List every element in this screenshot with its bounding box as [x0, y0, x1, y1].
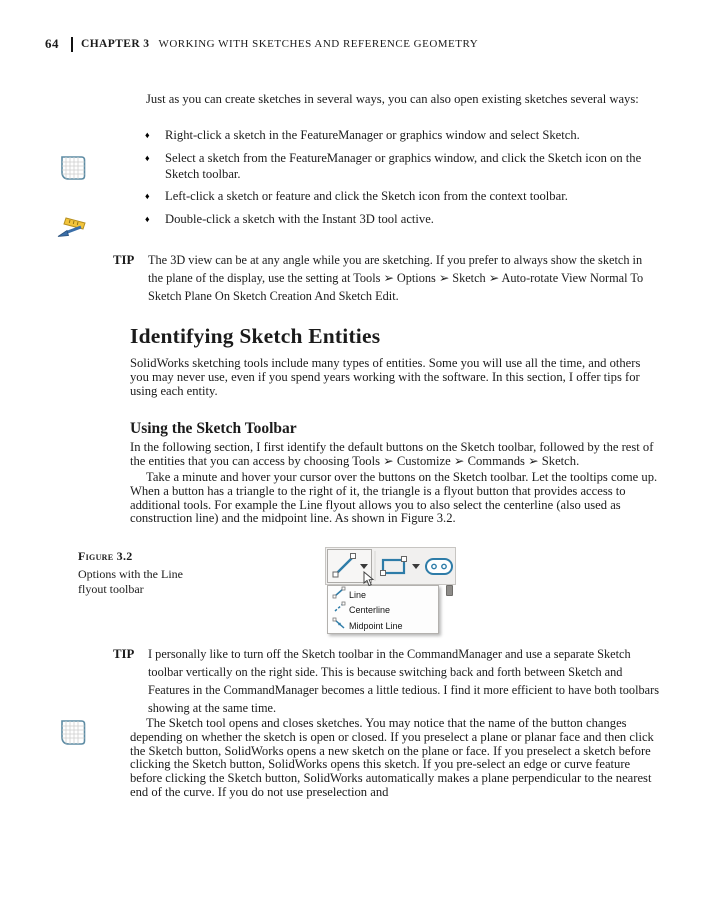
intro-paragraph: Just as you can create sketches in several ways, you can also open existing sketches several ways:: [146, 92, 639, 106]
tip-box: [113, 645, 659, 717]
list-item: [145, 189, 657, 205]
list-item-text: Double-click a sketch with the Instant 3D tool active.: [165, 212, 434, 227]
menu-item-label: Line: [349, 589, 367, 600]
tip-label: TIP: [113, 253, 135, 267]
toolbar-icons: [326, 548, 455, 584]
tip-text: The 3D view can be at any angle while you are sketching. If you prefer to always show the sketch in the plane of the display, use the setting at Tools ➢ Options ➢ Sketch ➢ Auto-rotate View Normal To Sketch Plane On Sketch Creation And Sketch Edit.: [148, 253, 644, 303]
subsection-paragraph-1: In the following section, I first identify the default buttons on the Sketch toolbar, followed by the rest of the entities that you can access by choosing Tools ➢ Customize ➢ Commands ➢ Sketch.: [130, 440, 654, 468]
menu-item-label: Midpoint Line: [349, 620, 403, 631]
sketch-toolbar: [325, 547, 456, 585]
diamond-bullet-icon: ♦: [145, 191, 150, 202]
line-flyout-menu: [327, 585, 439, 634]
page-number: 64: [45, 36, 59, 51]
section-paragraph: SolidWorks sketching tools include many types of entities. Some you will use all the time, and others you may never use, even if you spend years working with the software. In this section, I offer tips for using each entity.: [130, 356, 641, 398]
figure-image: [325, 547, 456, 634]
instant3d-icon: [56, 215, 87, 246]
diamond-bullet-icon: ♦: [145, 130, 150, 140]
list-item-text: Left-click a sketch or feature and click the Sketch icon from the context toolbar.: [165, 189, 568, 204]
chapter-title: WORKING WITH SKETCHES AND REFERENCE GEOMETRY: [158, 38, 479, 50]
list-item: [145, 128, 657, 144]
running-head: [45, 36, 478, 52]
diamond-bullet-icon: ♦: [145, 152, 150, 163]
list-item: [145, 151, 657, 183]
bullet-list: [145, 128, 657, 235]
tip-text: I personally like to turn off the Sketch toolbar in the CommandManager and use a separate Sketch toolbar vertically on the right side. This is because switching back and forth between Sketch and Features in the CommandManager becomes a little tedious. I find it more efficient to have both toolbars showing at the same time.: [148, 647, 659, 715]
midpoint-line-icon: [332, 617, 349, 635]
rectangle-tool-icon: [381, 557, 407, 576]
closing-paragraph: The Sketch tool opens and closes sketches. You may notice that the name of the button changes depending on whether the sketch is open or closed. If you preselect a plane or planar face and then click the Sketch button, SolidWorks opens a new sketch on the plane or face. If you preselect a sketch before clicking the Sketch button, SolidWorks opens this sketch. If you pre-select an edge or curve feature before clicking the Sketch button, SolidWorks automatically makes a plane perpendicular to the nearest end of the curve. If you do not use preselection and: [130, 716, 654, 799]
list-item-text: Right-click a sketch in the FeatureManager or graphics window and select Sketch.: [165, 128, 580, 142]
menu-item-line: [328, 587, 438, 603]
tip-box: [113, 251, 659, 305]
diamond-bullet-icon: ♦: [145, 214, 150, 225]
menu-item-label: Centerline: [349, 605, 391, 616]
list-item-text: Select a sketch from the FeatureManager or graphics window, and click the Sketch icon on the Sketch toolbar.: [165, 150, 642, 181]
menu-item-midpoint-line: [328, 618, 438, 634]
sketch-icon: [58, 155, 86, 186]
mouse-cursor-icon: [362, 571, 375, 592]
rectangle-flyout-arrow-icon: [412, 564, 420, 569]
chapter-label: CHAPTER 3: [81, 38, 150, 50]
section-heading: Identifying Sketch Entities: [130, 324, 381, 348]
cropped-ui-fragment: [446, 585, 453, 596]
tip-label: TIP: [113, 647, 135, 661]
figure-caption-block: [78, 549, 213, 597]
sketch-icon: [58, 719, 86, 751]
figure-caption: Options with the Line flyout toolbar: [78, 567, 183, 596]
subsection-heading: Using the Sketch Toolbar: [130, 420, 297, 437]
subsection-paragraph-2: Take a minute and hover your cursor over the buttons on the Sketch toolbar. Let the tooltips come up. When a button has a triangle to the right of it, the triangle is a flyout button that provides access to additional tools. For example the Line flyout allows you to also select the centerline (also used as construction line) and the midpoint line. As shown in Figure 3.2.: [130, 470, 658, 526]
header-divider: [71, 37, 73, 52]
figure-label: Figure 3.2: [78, 549, 133, 563]
slot-tool-icon: [426, 559, 452, 574]
menu-item-centerline: [328, 603, 438, 619]
list-item: [145, 212, 657, 228]
